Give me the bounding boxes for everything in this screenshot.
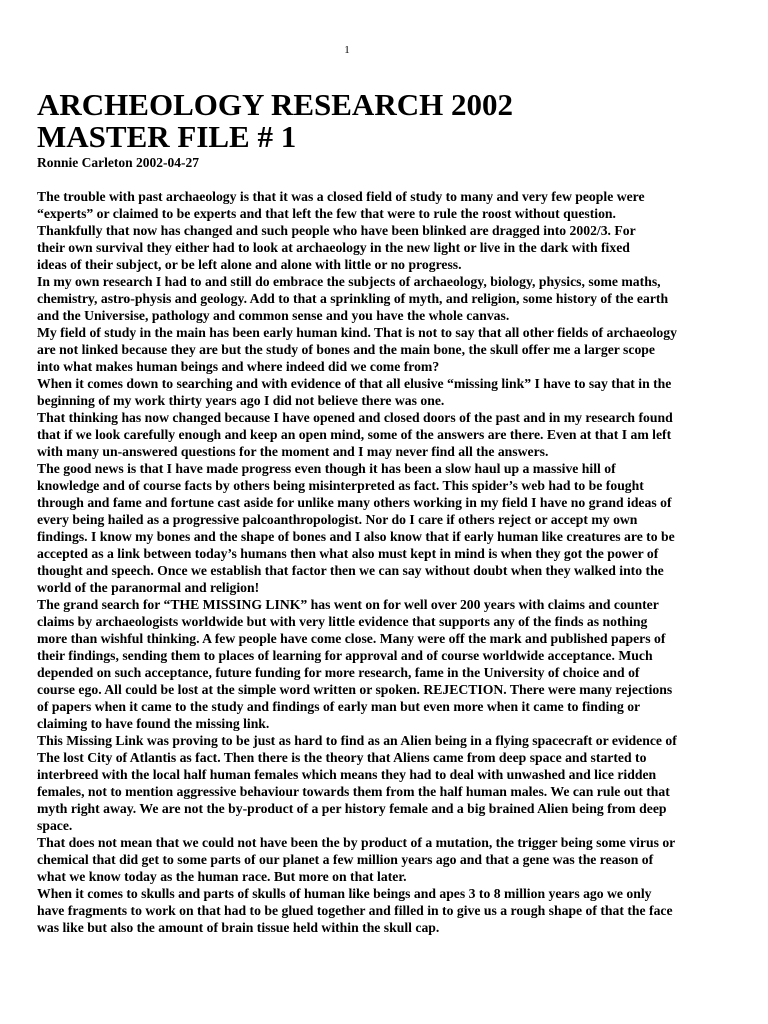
body-line: knowledge and of course facts by others being misinterpreted as fact. This spider’s web had to be fought [37,478,644,493]
body-line: interbreed with the local half human females which means they had to deal with unwashed and lice ridden [37,767,657,782]
body-line: chemistry, astro-physis and geology. Add to that a sprinkling of myth, and religion, some history of the earth [37,291,669,306]
body-line: their findings, sending them to places of learning for approval and of course worldwide acceptance. Much [37,648,653,663]
author-date-line: Ronnie Carleton 2002-04-27 [37,155,199,170]
body-line: females, not to mention aggressive behaviour towards them from the half human males. We can rule out that [37,784,670,799]
body-line: When it comes to skulls and parts of skulls of human like beings and apes 3 to 8 million years ago we only [37,886,652,901]
body-line: The trouble with past archaeology is that it was a closed field of study to many and very few people were [37,189,645,204]
body-line: myth right away. We are not the by-product of a per history female and a big brained Alien being from deep [37,801,667,816]
body-line: world of the paranormal and religion! [37,580,260,595]
body-line: are not linked because they are but the study of bones and the main bone, the skull offer me a larger scope [37,342,655,357]
body-line: That thinking has now changed because I have opened and closed doors of the past and in my research found [37,410,673,425]
body-line: into what makes human beings and where indeed did we come from? [37,359,440,374]
body-line: “experts” or claimed to be experts and that left the few that were to rule the roost without question. [37,206,616,221]
document-title-line-1: ARCHEOLOGY RESEARCH 2002 [37,87,513,122]
page-number: 1 [344,44,350,56]
body-line: accepted as a link between today’s humans then what also must kept in mind is when they got the power of [37,546,659,561]
body-line: claims by archaeologists worldwide but with very little evidence that supports any of the finds as nothing [37,614,648,629]
body-line: claiming to have found the missing link. [37,716,270,731]
body-line: depended on such acceptance, future funding for more research, fame in the University of choice and of [37,665,640,680]
body-line: space. [37,818,73,833]
body-line: beginning of my work thirty years ago I did not believe there was one. [37,393,445,408]
body-line: chemical that did get to some parts of our planet a few million years ago and that a gene was the reason of [37,852,654,867]
body-line: When it comes down to searching and with evidence of that all elusive “missing link” I have to say that in the [37,376,672,391]
body-line: have fragments to work on that had to be glued together and filled in to give us a rough shape of that the face [37,903,673,918]
title-block [37,89,737,171]
body-line: This Missing Link was proving to be just as hard to find as an Alien being in a flying spacecraft or evidence of [37,733,677,748]
body-line: was like but also the amount of brain tissue held within the skull cap. [37,920,440,935]
body-text [37,188,765,936]
body-line: course ego. All could be lost at the simple word written or spoken. REJECTION. There were many rejections [37,682,673,697]
body-line: My field of study in the main has been early human kind. That is not to say that all other fields of archaeology [37,325,677,340]
body-line: The grand search for “THE MISSING LINK” has went on for well over 200 years with claims and counter [37,597,659,612]
body-line: findings. I know my bones and the shape of bones and I also know that if early human like creatures are to be [37,529,675,544]
body-line: The lost City of Atlantis as fact. Then there is the theory that Aliens came from deep space and started to [37,750,647,765]
document-title-line-2: MASTER FILE # 1 [37,119,297,154]
body-line: That does not mean that we could not have been the by product of a mutation, the trigger being some virus or [37,835,676,850]
body-line: that if we look carefully enough and keep an open mind, some of the answers are there. Even at that I am left [37,427,672,442]
body-line: thought and speech. Once we establish that factor then we can say without doubt when they walked into the [37,563,664,578]
body-line: through and fame and fortune cast aside for unlike many others working in my field I have no grand ideas of [37,495,672,510]
body-line: of papers when it came to the study and findings of early man but even more when it came to finding or [37,699,641,714]
body-line: The good news is that I have made progress even though it has been a slow haul up a massive hill of [37,461,616,476]
body-line: Thankfully that now has changed and such people who have been blinked are dragged into 2002/3. For [37,223,636,238]
body-line: In my own research I had to and still do embrace the subjects of archaeology, biology, physics, some maths, [37,274,661,289]
body-line: and the Universise, pathology and common sense and you have the whole canvas. [37,308,510,323]
body-line: more than wishful thinking. A few people have come close. Many were off the mark and published papers of [37,631,666,646]
body-line: with many un-answered questions for the moment and I may never find all the answers. [37,444,549,459]
body-line: every being hailed as a progressive palcoanthropologist. Nor do I care if others reject or accept my own [37,512,638,527]
body-line: ideas of their subject, or be left alone and alone with little or no progress. [37,257,462,272]
body-line: what we know today as the human race. But more on that later. [37,869,407,884]
body-line: their own survival they either had to look at archaeology in the new light or live in the dark with fixed [37,240,630,255]
